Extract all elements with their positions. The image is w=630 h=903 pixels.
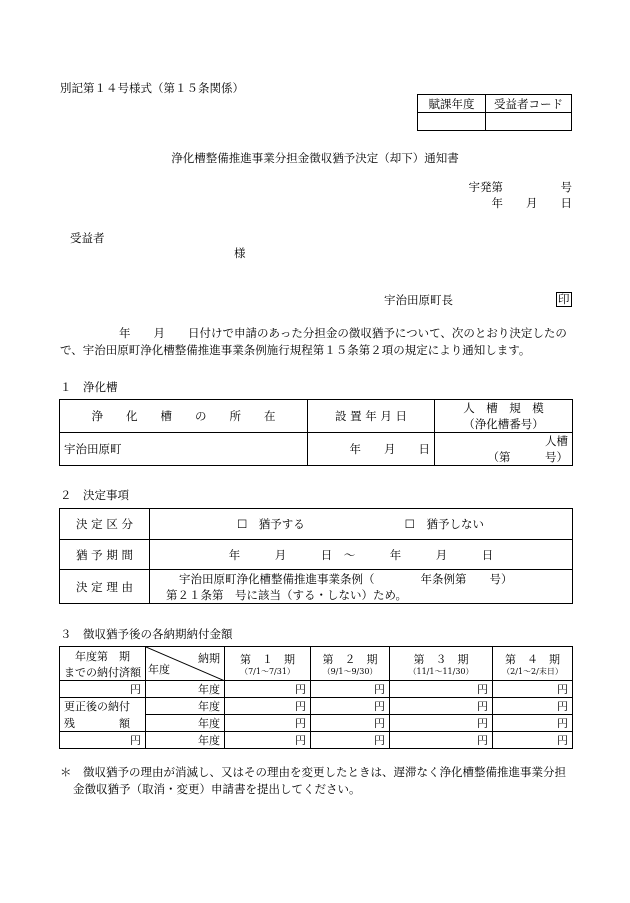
code-table	[417, 94, 572, 131]
decision-type-label: 決 定 区 分	[60, 509, 150, 540]
amount-cell: 円	[493, 732, 573, 749]
value-install-date: 年 月 日	[308, 433, 435, 466]
table-row	[60, 732, 573, 749]
period-2-header	[311, 647, 390, 681]
decision-reason-line1: 宇治田原町浄化槽整備推進事業条例（ 年条例第 号）	[179, 571, 513, 586]
doc-number: 宇発第 号	[468, 180, 572, 194]
code-value-year	[418, 113, 486, 131]
header-paid-before-line1: 年度第 期	[75, 649, 130, 663]
body-line-1: 年 月 日付けで申請のあった分担金の徴収猶予について、次のとおり決定したの	[119, 326, 567, 340]
table-row	[60, 681, 573, 698]
grace-period-label: 猶 予 期 間	[60, 540, 150, 570]
period-1-header	[225, 647, 311, 681]
amount-cell: 円	[225, 681, 311, 698]
septic-table	[59, 399, 573, 466]
header-scale-line1: 人 槽 規 模	[463, 401, 544, 415]
header-location: 浄 化 槽 の 所 在	[60, 400, 308, 433]
header-paid-before	[60, 647, 146, 681]
amount-cell: 円	[311, 715, 390, 732]
doc-date: 年 月 日	[491, 196, 572, 210]
amount-cell: 円	[390, 715, 493, 732]
amount-cell: 円	[493, 715, 573, 732]
period-3-name: 第 ３ 期	[413, 652, 469, 666]
code-value-beneficiary	[486, 113, 572, 131]
remaining-label-2: 残 額	[60, 715, 146, 732]
section3-heading: ３ 徴収猶予後の各納期納付金額	[60, 627, 233, 641]
issuer: 宇治田原町長	[384, 293, 453, 307]
value-scale	[435, 433, 573, 466]
period-1-range: （7/1～7/31）	[240, 666, 295, 676]
row-nendo: 年度	[146, 732, 225, 749]
decision-type-options	[150, 509, 573, 540]
payment-table	[59, 646, 573, 749]
header-nouki-nendo	[146, 647, 225, 681]
recipient-sama: 様	[234, 246, 246, 260]
header-scale-line2: （浄化槽番号）	[463, 417, 544, 431]
row-nendo: 年度	[146, 681, 225, 698]
header-nouki: 納期	[198, 652, 220, 665]
header-nendo: 年度	[148, 663, 170, 676]
remaining-label-1: 更正後の納付	[60, 698, 146, 715]
decision-reason-line2: 第２１条第 号に該当（する・しない）ため。	[166, 587, 408, 602]
period-4-range: （2/1～2/末日）	[502, 666, 563, 676]
paid-amount: 円	[60, 681, 146, 698]
amount-cell: 円	[390, 698, 493, 715]
row-nendo: 年度	[146, 698, 225, 715]
value-scale-line2: （第 号）	[487, 450, 568, 464]
period-3-range: （11/1～11/30）	[408, 666, 474, 676]
value-scale-line1: 人槽	[545, 434, 568, 448]
decision-reason-label: 決 定 理 由	[60, 570, 150, 604]
row-nendo: 年度	[146, 715, 225, 732]
period-2-range: （9/1～9/30）	[322, 666, 378, 676]
code-header-beneficiary: 受益者コード	[486, 95, 572, 113]
amount-cell: 円	[311, 681, 390, 698]
seal-mark: 印	[558, 292, 570, 306]
period-2-name: 第 ２ 期	[322, 652, 378, 666]
decision-reason	[150, 570, 573, 604]
amount-cell: 円	[225, 732, 311, 749]
amount-cell: 円	[225, 715, 311, 732]
option-deny[interactable]: ☐ 猶予しない	[404, 517, 484, 531]
amount-cell: 円	[493, 681, 573, 698]
amount-cell: 円	[390, 681, 493, 698]
seal	[556, 292, 572, 307]
amount-cell: 円	[225, 698, 311, 715]
value-location: 宇治田原町	[60, 433, 308, 466]
amount-cell: 円	[390, 732, 493, 749]
section1-heading: １ 浄化槽	[60, 380, 118, 394]
header-scale	[435, 400, 573, 433]
code-header-year: 賦課年度	[418, 95, 486, 113]
form-id: 別記第１４号様式（第１５条関係）	[60, 81, 244, 95]
amount-cell: 円	[311, 698, 390, 715]
remaining-amount: 円	[60, 732, 146, 749]
section2-heading: ２ 決定事項	[60, 488, 129, 502]
option-grant[interactable]: ☐ 猶予する	[237, 517, 305, 531]
note-line-1: ＊ 徴収猶予の理由が消滅し、又はその理由を変更したときは、遅滞なく浄化槽整備推進事業分担	[60, 765, 566, 779]
header-install-date: 設 置 年 月 日	[308, 400, 435, 433]
recipient-label: 受益者	[70, 231, 105, 245]
note-line-2: 金徴収猶予（取消・変更）申請書を提出してください。	[73, 782, 361, 796]
period-4-name: 第 ４ 期	[505, 652, 560, 666]
amount-cell: 円	[493, 698, 573, 715]
doc-title: 浄化槽整備推進事業分担金徴収猶予決定（却下）通知書	[171, 151, 459, 165]
amount-cell: 円	[311, 732, 390, 749]
period-3-header	[390, 647, 493, 681]
period-4-header	[493, 647, 573, 681]
table-row	[60, 698, 573, 715]
table-row	[60, 715, 573, 732]
grace-period-value: 年 月 日 ～ 年 月 日	[150, 540, 573, 570]
period-1-name: 第 １ 期	[240, 652, 295, 666]
decision-table	[59, 508, 573, 604]
body-line-2: で、宇治田原町浄化槽整備推進事業条例施行規程第１５条第２項の規定により通知します。	[60, 343, 531, 357]
header-paid-before-line2: までの納付済額	[64, 665, 141, 679]
